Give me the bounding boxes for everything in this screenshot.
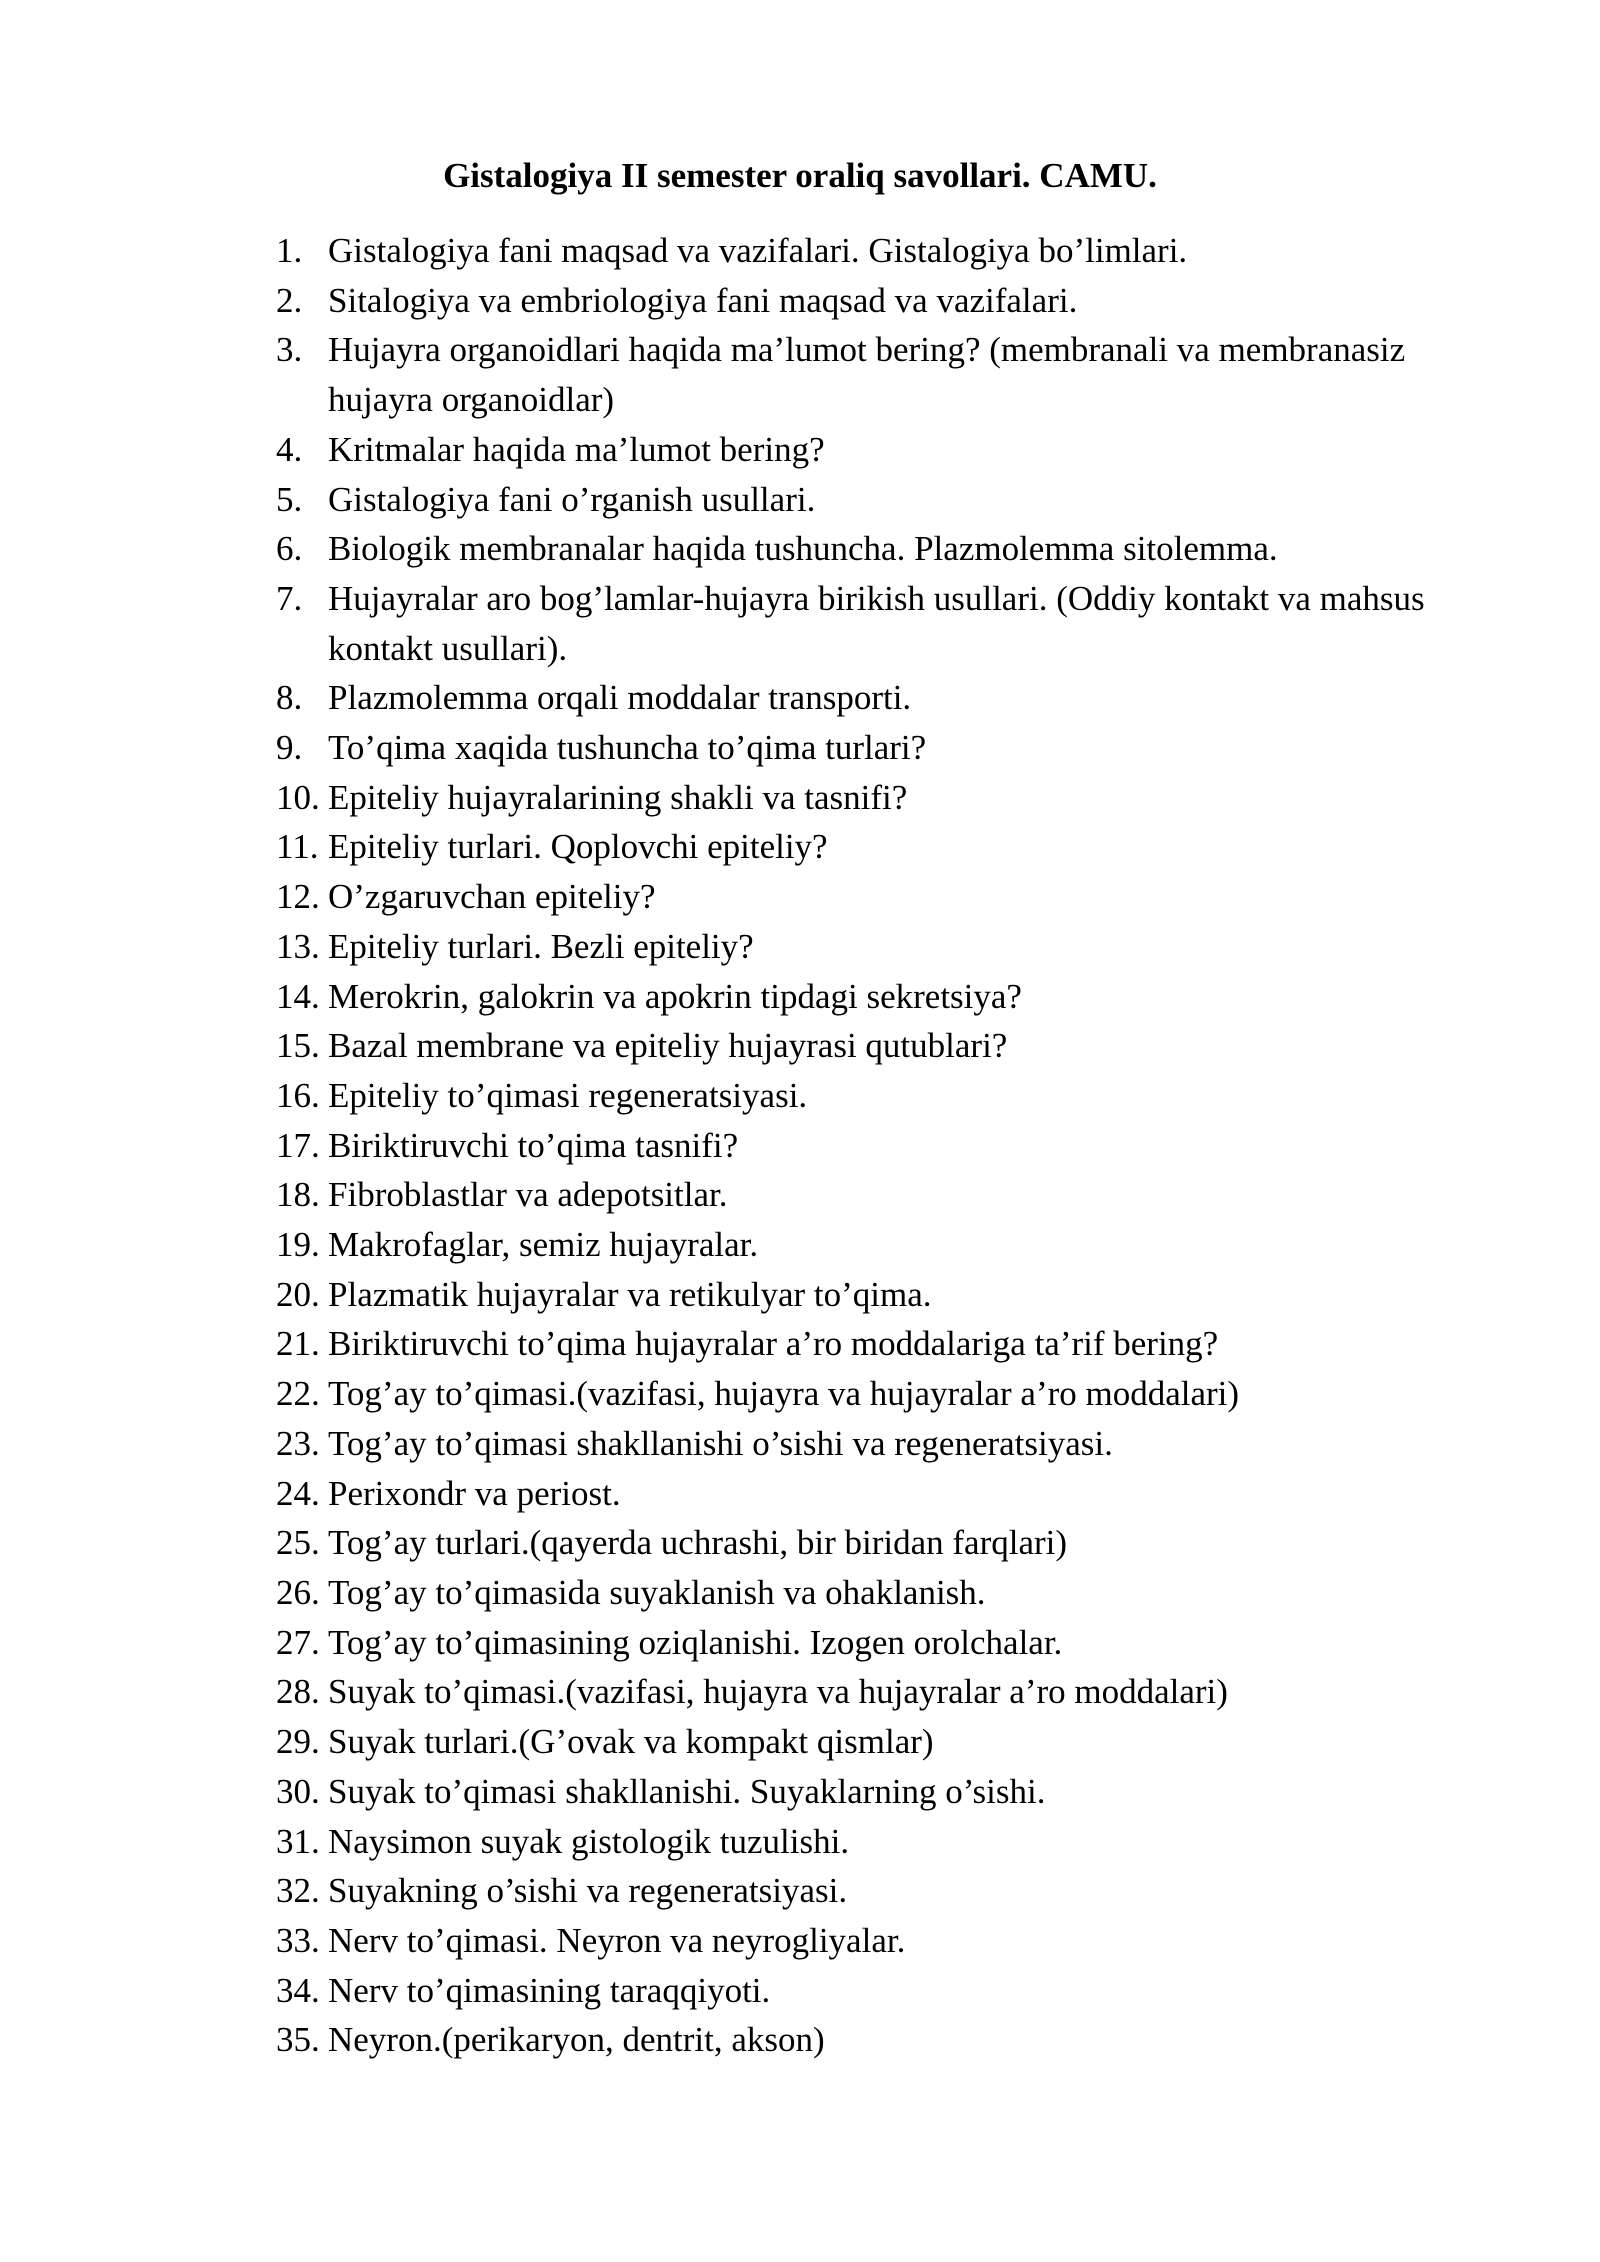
question-item: [276, 1518, 1516, 1568]
question-number: 28.: [276, 1672, 320, 1712]
question-item: [276, 475, 1516, 525]
question-item: [276, 1916, 1516, 1966]
question-list: [276, 226, 1516, 2065]
question-text: Plazmatik hujayralar va retikulyar to’qima.: [328, 1274, 932, 1314]
question-number: 17.: [276, 1125, 320, 1165]
question-number: 11.: [276, 827, 319, 867]
question-item: [276, 673, 1516, 723]
question-text: Naysimon suyak gistologik tuzulishi.: [328, 1821, 850, 1861]
question-number: 2.: [276, 280, 303, 320]
question-number: 3.: [276, 330, 303, 370]
question-text: Biriktiruvchi to’qima hujayralar a’ro moddalariga ta’rif bering?: [328, 1324, 1219, 1364]
question-number: 10.: [276, 777, 320, 817]
question-number: 14.: [276, 976, 320, 1016]
question-number: 9.: [276, 728, 303, 768]
question-text: Nerv to’qimasi. Neyron va neyrogliyalar.: [328, 1920, 906, 1960]
question-item: [276, 1319, 1516, 1369]
question-item: [276, 1767, 1516, 1817]
question-item: [276, 1966, 1516, 2016]
question-number: 18.: [276, 1175, 320, 1215]
question-number: 13.: [276, 926, 320, 966]
question-number: 30.: [276, 1771, 320, 1811]
question-text: Tog’ay to’qimasining oziqlanishi. Izogen orolchalar.: [328, 1622, 1063, 1662]
question-item: [276, 1419, 1516, 1469]
question-number: 23.: [276, 1423, 320, 1463]
question-item: [276, 723, 1516, 773]
question-number: 1.: [276, 231, 303, 270]
question-number: 34.: [276, 1970, 320, 2010]
question-item: [276, 574, 1516, 673]
question-item: [276, 1220, 1516, 1270]
question-text: Epiteliy turlari. Bezli epiteliy?: [328, 926, 754, 966]
question-item: [276, 1170, 1516, 1220]
question-item: [276, 922, 1516, 972]
question-number: 6.: [276, 529, 303, 569]
question-text: Perixondr va periost.: [328, 1473, 621, 1513]
question-text: Fibroblastlar va adepotsitlar.: [328, 1175, 728, 1215]
question-item: [276, 1866, 1516, 1916]
question-number: 12.: [276, 877, 320, 917]
question-text: Tog’ay to’qimasi.(vazifasi, hujayra va hujayralar a’ro moddalari): [328, 1374, 1240, 1414]
question-item: [276, 1369, 1516, 1419]
question-item: [276, 276, 1516, 326]
question-item: [276, 1717, 1516, 1767]
question-item: [276, 2015, 1516, 2065]
question-number: 8.: [276, 678, 303, 718]
question-text: Bazal membrane va epiteliy hujayrasi qutublari?: [328, 1026, 1008, 1066]
question-number: 27.: [276, 1622, 320, 1662]
question-number: 15.: [276, 1026, 320, 1066]
question-text: Suyak to’qimasi shakllanishi. Suyaklarning o’sishi.: [328, 1771, 1046, 1811]
question-text: Biologik membranalar haqida tushuncha. Plazmolemma sitolemma.: [328, 529, 1278, 569]
question-text: Suyakning o’sishi va regeneratsiyasi.: [328, 1871, 848, 1911]
question-number: 22.: [276, 1374, 320, 1414]
question-text: Tog’ay to’qimasi shakllanishi o’sishi va regeneratsiyasi.: [328, 1423, 1113, 1463]
question-number: 19.: [276, 1225, 320, 1265]
question-text: Hujayra organoidlari haqida ma’lumot bering? (membranali va membranasiz hujayra organoidlar): [328, 330, 1406, 420]
question-item: [276, 524, 1516, 574]
question-text: Gistalogiya fani maqsad va vazifalari. Gistalogiya bo’limlari.: [328, 231, 1188, 270]
question-item: [276, 1667, 1516, 1717]
question-text: Gistalogiya fani o’rganish usullari.: [328, 479, 816, 519]
question-item: [276, 1568, 1516, 1618]
question-text: Tog’ay to’qimasida suyaklanish va ohaklanish.: [328, 1572, 986, 1612]
question-item: [276, 1121, 1516, 1171]
question-text: Kritmalar haqida ma’lumot bering?: [328, 429, 825, 469]
question-text: To’qima xaqida tushuncha to’qima turlari?: [328, 728, 927, 768]
question-number: 7.: [276, 578, 303, 618]
question-item: [276, 1021, 1516, 1071]
question-number: 25.: [276, 1523, 320, 1563]
question-text: Epiteliy hujayralarining shakli va tasnifi?: [328, 777, 908, 817]
question-item: [276, 872, 1516, 922]
question-item: [276, 425, 1516, 475]
question-number: 32.: [276, 1871, 320, 1911]
question-item: [276, 1817, 1516, 1867]
document-title: Gistalogiya II semester oraliq savollari. CAMU.: [443, 156, 1157, 195]
question-item: [276, 226, 1516, 276]
question-item: [276, 325, 1516, 424]
question-text: Tog’ay turlari.(qayerda uchrashi, bir biridan farqlari): [328, 1523, 1068, 1563]
question-text: Plazmolemma orqali moddalar transporti.: [328, 678, 912, 718]
question-text: O’zgaruvchan epiteliy?: [328, 877, 656, 917]
question-number: 26.: [276, 1572, 320, 1612]
question-item: [276, 972, 1516, 1022]
question-item: [276, 822, 1516, 872]
question-text: Merokrin, galokrin va apokrin tipdagi sekretsiya?: [328, 976, 1022, 1016]
question-text: Hujayralar aro bog’lamlar-hujayra birikish usullari. (Oddiy kontakt va mahsus kontakt usullari).: [328, 578, 1425, 668]
question-text: Suyak turlari.(G’ovak va kompakt qismlar): [328, 1722, 934, 1762]
question-text: Epiteliy turlari. Qoplovchi epiteliy?: [328, 827, 828, 867]
question-text: Suyak to’qimasi.(vazifasi, hujayra va hujayralar a’ro moddalari): [328, 1672, 1228, 1712]
question-number: 31.: [276, 1821, 320, 1861]
question-text: Epiteliy to’qimasi regeneratsiyasi.: [328, 1075, 808, 1115]
question-item: [276, 773, 1516, 823]
question-item: [276, 1618, 1516, 1668]
question-number: 24.: [276, 1473, 320, 1513]
question-item: [276, 1071, 1516, 1121]
question-number: 29.: [276, 1722, 320, 1762]
question-number: 16.: [276, 1075, 320, 1115]
question-item: [276, 1270, 1516, 1320]
question-number: 33.: [276, 1920, 320, 1960]
question-text: Nerv to’qimasining taraqqiyoti.: [328, 1970, 771, 2010]
question-text: Neyron.(perikaryon, dentrit, akson): [328, 2020, 825, 2060]
question-number: 20.: [276, 1274, 320, 1314]
question-number: 21.: [276, 1324, 320, 1364]
question-text: Makrofaglar, semiz hujayralar.: [328, 1225, 759, 1265]
question-number: 4.: [276, 429, 303, 469]
question-number: 35.: [276, 2020, 320, 2060]
question-text: Sitalogiya va embriologiya fani maqsad va vazifalari.: [328, 280, 1078, 320]
question-text: Biriktiruvchi to’qima tasnifi?: [328, 1125, 739, 1165]
question-item: [276, 1469, 1516, 1519]
question-number: 5.: [276, 479, 303, 519]
